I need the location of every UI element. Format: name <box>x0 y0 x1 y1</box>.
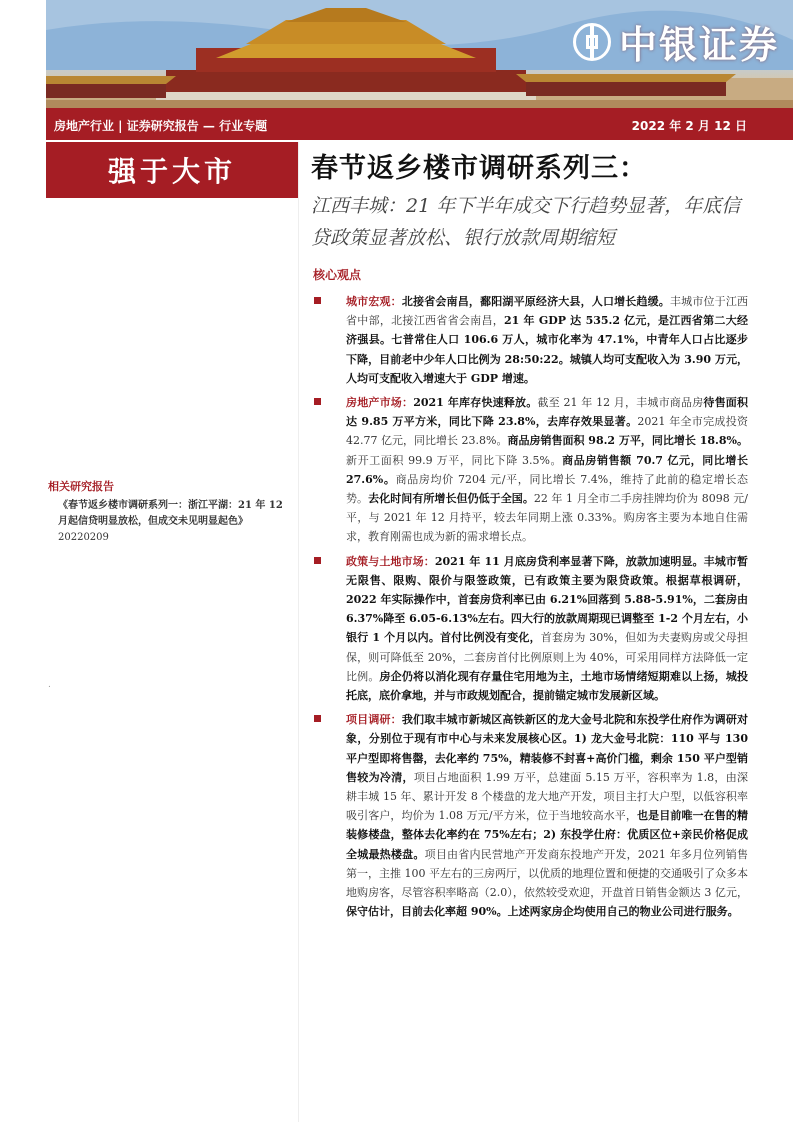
core-point-text: 房企仍将以消化现有存量住宅用地为主，土地市场情绪短期难以上扬，城投托底，底价拿地，并与市政规划配合，提前锚定城市发展新区域。 <box>346 669 748 703</box>
related-reports-heading: 相关研究报告 <box>48 480 114 493</box>
core-point <box>312 710 748 921</box>
related-report-date: 20220209 <box>58 532 109 543</box>
core-point-text: 北接省会南昌，鄱阳湖平原经济大县，人口增长趋缓。 <box>401 295 670 308</box>
header-banner <box>46 0 793 108</box>
core-views-heading: 核心观点 <box>313 268 362 282</box>
core-point-text: 去化时间有所增长但仍低于全国。 <box>368 492 534 506</box>
core-point-text: 我们取丰城市新城区高铁新区的龙大金号北院和东投学仕府作为调研对象，分别位于现有市中心与未来发展核心区。1) 龙大金号北院：110 平与 130 平户型即将售罄，去化率约 75%，精装修不封喜+高价门槛，剩余 150 平户型销售较为冷清， <box>346 713 748 784</box>
bank-of-china-icon <box>573 23 611 61</box>
core-point <box>312 393 748 547</box>
related-report-item[interactable] <box>58 498 290 546</box>
core-point-text: 新开工面积 99.9 万平，同比下降 3.5%。 <box>346 453 563 467</box>
core-point-text: 商品房销售额 70.7 亿元，同比增长 27.6%。 <box>346 453 748 486</box>
bullet-square-icon <box>314 715 321 722</box>
core-point-text: 2021 年 11 月底房贷利率显著下降，放款加速明显。丰城市暂无限售、限购、限价与限签政策，已有政策主要为限贷政策。根据草根调研，2022 年实际操作中，首套房贷利率已由 6.21%回落到 5.88-5.91%，二套房由 6.37%降至 6.05-6.13%左右。四大行的放款周期现已调整至 1-2 个月左右，小银行 1 个月以内。首付比例没有变化， <box>346 554 748 645</box>
core-point-text: 商品房销售面积 98.2 万平，同比增长 18.8%。 <box>507 434 748 448</box>
core-point-heading: 房地产市场： <box>346 396 414 410</box>
bullet-square-icon <box>314 557 321 564</box>
column-divider <box>298 142 299 1122</box>
brand-logo <box>573 14 779 69</box>
core-point-text: 保守估计，目前去化率超 90%。上述两家房企均使用自己的物业公司进行服务。 <box>346 905 739 919</box>
bullet-square-icon <box>314 297 321 304</box>
meta-bar <box>46 108 793 140</box>
core-point <box>312 552 748 706</box>
core-point-text: 截至 21 年 12 月，丰城市商品房 <box>537 396 704 410</box>
stray-dot: . <box>48 680 51 690</box>
core-point-text: 21 年 GDP 达 535.2 亿元，是江西省第二大经济强县。七普常住人口 106.6 万人，城市化率为 47.1%，中青年人口占比逐步下降，目前老中少年人口比例为 28:50:22。城镇人均可支配收入为 3.90 万元，人均可支配收入增速大于 GDP 增速。 <box>346 314 748 385</box>
core-point-text: 2021 年全市完成投资 42.77 亿元，同比增长 23.8%。 <box>346 415 748 448</box>
core-point-heading: 政策与土地市场： <box>346 554 435 568</box>
logo-text: 中银证券 <box>618 23 779 67</box>
rating-badge: 强于大市 <box>46 142 298 198</box>
core-point-text: 待售面积达 9.85 万平方米，同比下降 23.8%，去库存效果显著。 <box>346 396 749 429</box>
report-date: 2022 年 2 月 12 日 <box>631 119 747 133</box>
report-title: 春节返乡楼市调研系列三： <box>311 153 647 184</box>
core-points-list <box>312 292 748 927</box>
core-point <box>312 292 748 388</box>
related-report-title: 《春节返乡楼市调研系列一：浙江平湖：21 年 12 月起信贷明显放松，但成交未见明显起色》 <box>58 500 283 527</box>
bullet-square-icon <box>314 398 321 405</box>
core-point-text: 商品房均价 7204 元/平，同比增长 7.4%，维持了此前的稳定增长态势。 <box>346 472 748 506</box>
core-point-text: 也是目前唯一在售的精装修楼盘，整体去化率约在 75%左右；2) 东投学仕府：优质区位+亲民价格促成全城最热楼盘。 <box>346 809 748 861</box>
report-category: 房地产行业 | 证券研究报告 — 行业专题 <box>54 119 268 133</box>
core-point-text: 丰城市位于江西省中部，北接江西省省会南昌， <box>346 295 749 328</box>
core-point-text: 2021 年库存快速释放。 <box>413 396 538 410</box>
core-point-text: 项目占地面积 1.99 万平，总建面 5.15 万平，容积率为 1.8，由深耕丰城 15 年、累计开发 8 个楼盘的龙大地产开发，项目主打大户型，以低容积率吸引客户，均价为 1.08 万元/平方米，位于当地较高水平， <box>346 770 748 823</box>
report-subtitle: 江西丰城：21 年下半年成交下行趋势显著，年底信贷政策显著放松、银行放款周期缩短 <box>311 195 741 249</box>
core-point-heading: 城市宏观： <box>346 295 402 308</box>
core-point-text: 22 年 1 月全市二手房挂牌均价为 8098 元/平，与 2021 年 12 月持平，较去年同期上涨 0.33%。购房客主要为本地自住需求，教育刚需也成为新的需求增长点。 <box>346 492 749 544</box>
core-point-text: 项目由省内民营地产开发商东投地产开发，2021 年多月位列销售第一，主推 100 平左右的三房两厅，以优质的地理位置和便捷的交通吸引了众多本地购房客，尽管容积率略高（2.0），依然较受欢迎，开盘首日销售金额达 3 亿元， <box>346 847 748 900</box>
core-point-heading: 项目调研： <box>346 713 402 727</box>
core-point-text: 首套房为 30%，但如为夫妻购房或父母担保，则可降低至 20%，二套房首付比例原则上为 40%，可采用同样方法降低一定比例。 <box>346 631 748 683</box>
